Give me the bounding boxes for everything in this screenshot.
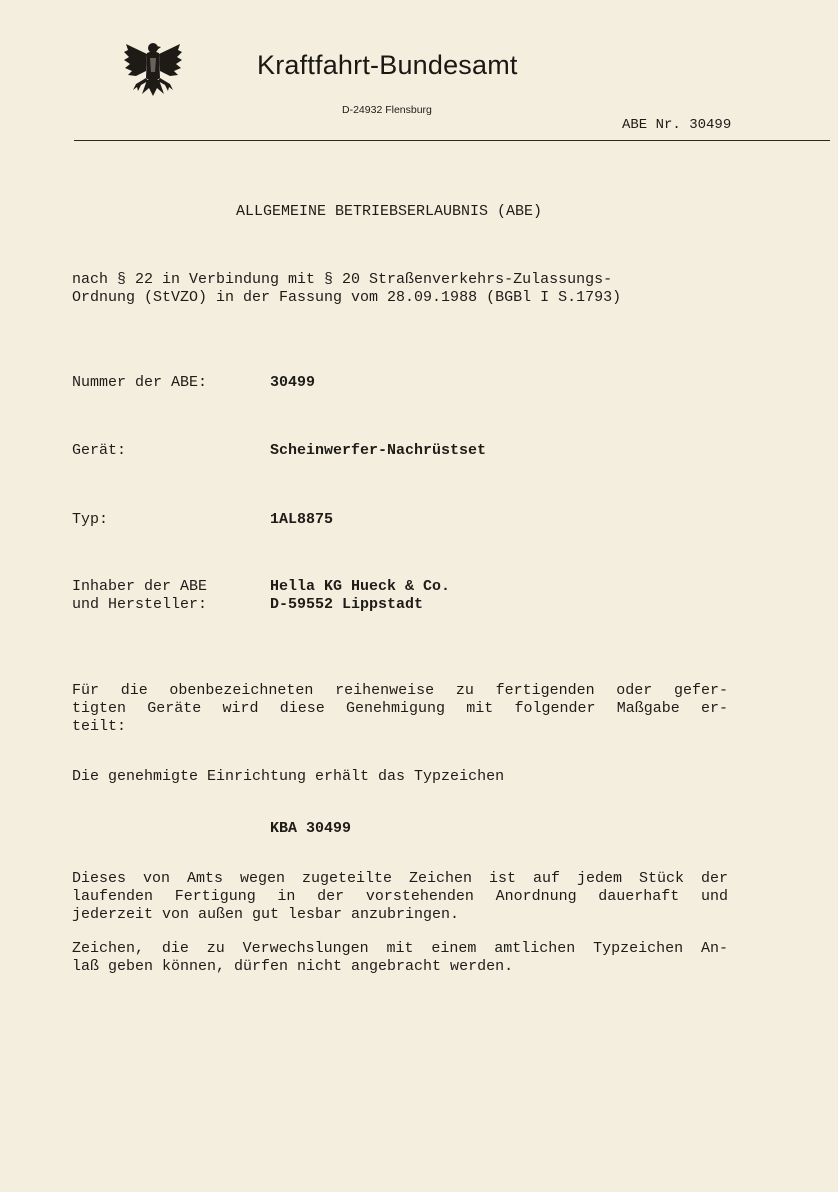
federal-eagle-icon (122, 38, 184, 104)
confusion-line-1: Zeichen, die zu Verwechslungen mit einem amtlichen Typzeichen An- (72, 940, 728, 957)
approval-line-1: Für die obenbezeichneten reihenweise zu fertigenden oder gefer- (72, 682, 728, 699)
approval-line-2: tigten Geräte wird diese Genehmigung mit folgender Maßgabe er- (72, 700, 728, 717)
type-mark-intro: Die genehmigte Einrichtung erhält das Typzeichen (72, 768, 505, 785)
holder-label-line-1: Inhaber der ABE (72, 578, 208, 595)
type-value: 1AL8875 (270, 511, 334, 528)
approval-line-3: teilt: (72, 718, 127, 735)
marking-line-3: jederzeit von außen gut lesbar anzubringen. (72, 906, 460, 923)
device-label: Gerät: (72, 442, 127, 459)
header-divider (74, 140, 830, 141)
marking-line-2: laufenden Fertigung in der vorstehenden Anordnung dauerhaft und (72, 888, 728, 905)
holder-label-line-2: und Hersteller: (72, 596, 208, 613)
marking-line-1: Dieses von Amts wegen zugeteilte Zeichen ist auf jedem Stück der (72, 870, 728, 887)
authority-address: D-24932 Flensburg (342, 104, 432, 116)
confusion-line-2: laß geben können, dürfen nicht angebracht werden. (72, 958, 514, 975)
type-label: Typ: (72, 511, 109, 528)
abe-number-label: Nummer der ABE: (72, 374, 208, 391)
confusion-paragraph (72, 940, 728, 976)
type-mark: KBA 30499 (270, 820, 352, 837)
legal-basis-line-2: Ordnung (StVZO) in der Fassung vom 28.09.1988 (BGBl I S.1793) (72, 289, 622, 306)
device-value: Scheinwerfer-Nachrüstset (270, 442, 487, 459)
holder-name: Hella KG Hueck & Co. (270, 578, 451, 595)
abe-number-header: ABE Nr. 30499 (622, 117, 732, 133)
legal-basis-line-1: nach § 22 in Verbindung mit § 20 Straßenverkehrs-Zulassungs- (72, 271, 613, 288)
authority-name: Kraftfahrt-Bundesamt (257, 50, 518, 80)
marking-paragraph (72, 870, 728, 924)
holder-address: D-59552 Lippstadt (270, 596, 424, 613)
document-title: ALLGEMEINE BETRIEBSERLAUBNIS (ABE) (236, 203, 543, 220)
abe-number-value: 30499 (270, 374, 316, 391)
approval-paragraph (72, 682, 728, 736)
